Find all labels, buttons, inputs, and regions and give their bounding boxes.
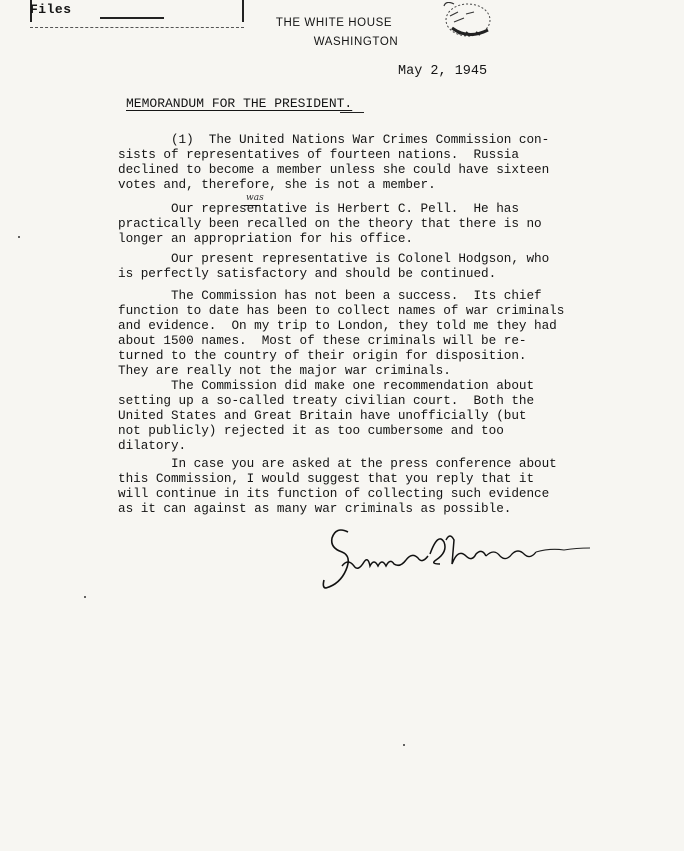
memo-date: May 2, 1945 [398, 64, 488, 79]
paragraph-4: The Commission has not been a success. Its chief function to date has been to collect names of war criminals and evidence. On my trip to London, they told me they had about 1500 names. Most of these criminals will be re- turned to the country of their origin for disposition. They are really not the major war criminals. [118, 288, 565, 378]
handwritten-correction: was [246, 193, 264, 203]
letterhead-title: THE WHITE HOUSE [275, 17, 393, 29]
paragraph-6: In case you are asked at the press conference about this Commission, I would suggest that you reply that it will continue in its function of collecting such evidence as it can against as many war criminals as possible. [118, 456, 557, 516]
paper-speck [18, 236, 20, 238]
letterhead-city: WASHINGTON [313, 36, 399, 48]
files-label: Files [30, 2, 72, 17]
file-tab-cut-line [30, 27, 244, 28]
heading-underline-extension [340, 112, 364, 113]
handwritten-signature-icon [318, 518, 598, 598]
paragraph-3: Our present representative is Colonel Hodgson, who is perfectly satisfactory and should be continued. [118, 251, 550, 281]
memo-heading: MEMORANDUM FOR THE PRESIDENT. [126, 96, 353, 111]
received-stamp-icon [436, 2, 500, 44]
paragraph-2: Our representative is Herbert C. Pell. He has practically been recalled on the theory that there is no longer an appropriation for his office. [118, 201, 542, 246]
files-underline [100, 17, 164, 19]
paper-speck [403, 744, 405, 746]
paragraph-1: (1) The United Nations War Crimes Commission con- sists of representatives of fourteen nations. Russia declined to become a member unless she could have sixteen votes and, therefore, she is not a member. [118, 132, 550, 192]
paper-speck [84, 596, 86, 598]
paragraph-5: The Commission did make one recommendation about setting up a so-called treaty civilian court. Both the United States and Great Britain have unofficially (but not publicly) rejected it as too cumbersome and too dilatory. [118, 378, 535, 453]
